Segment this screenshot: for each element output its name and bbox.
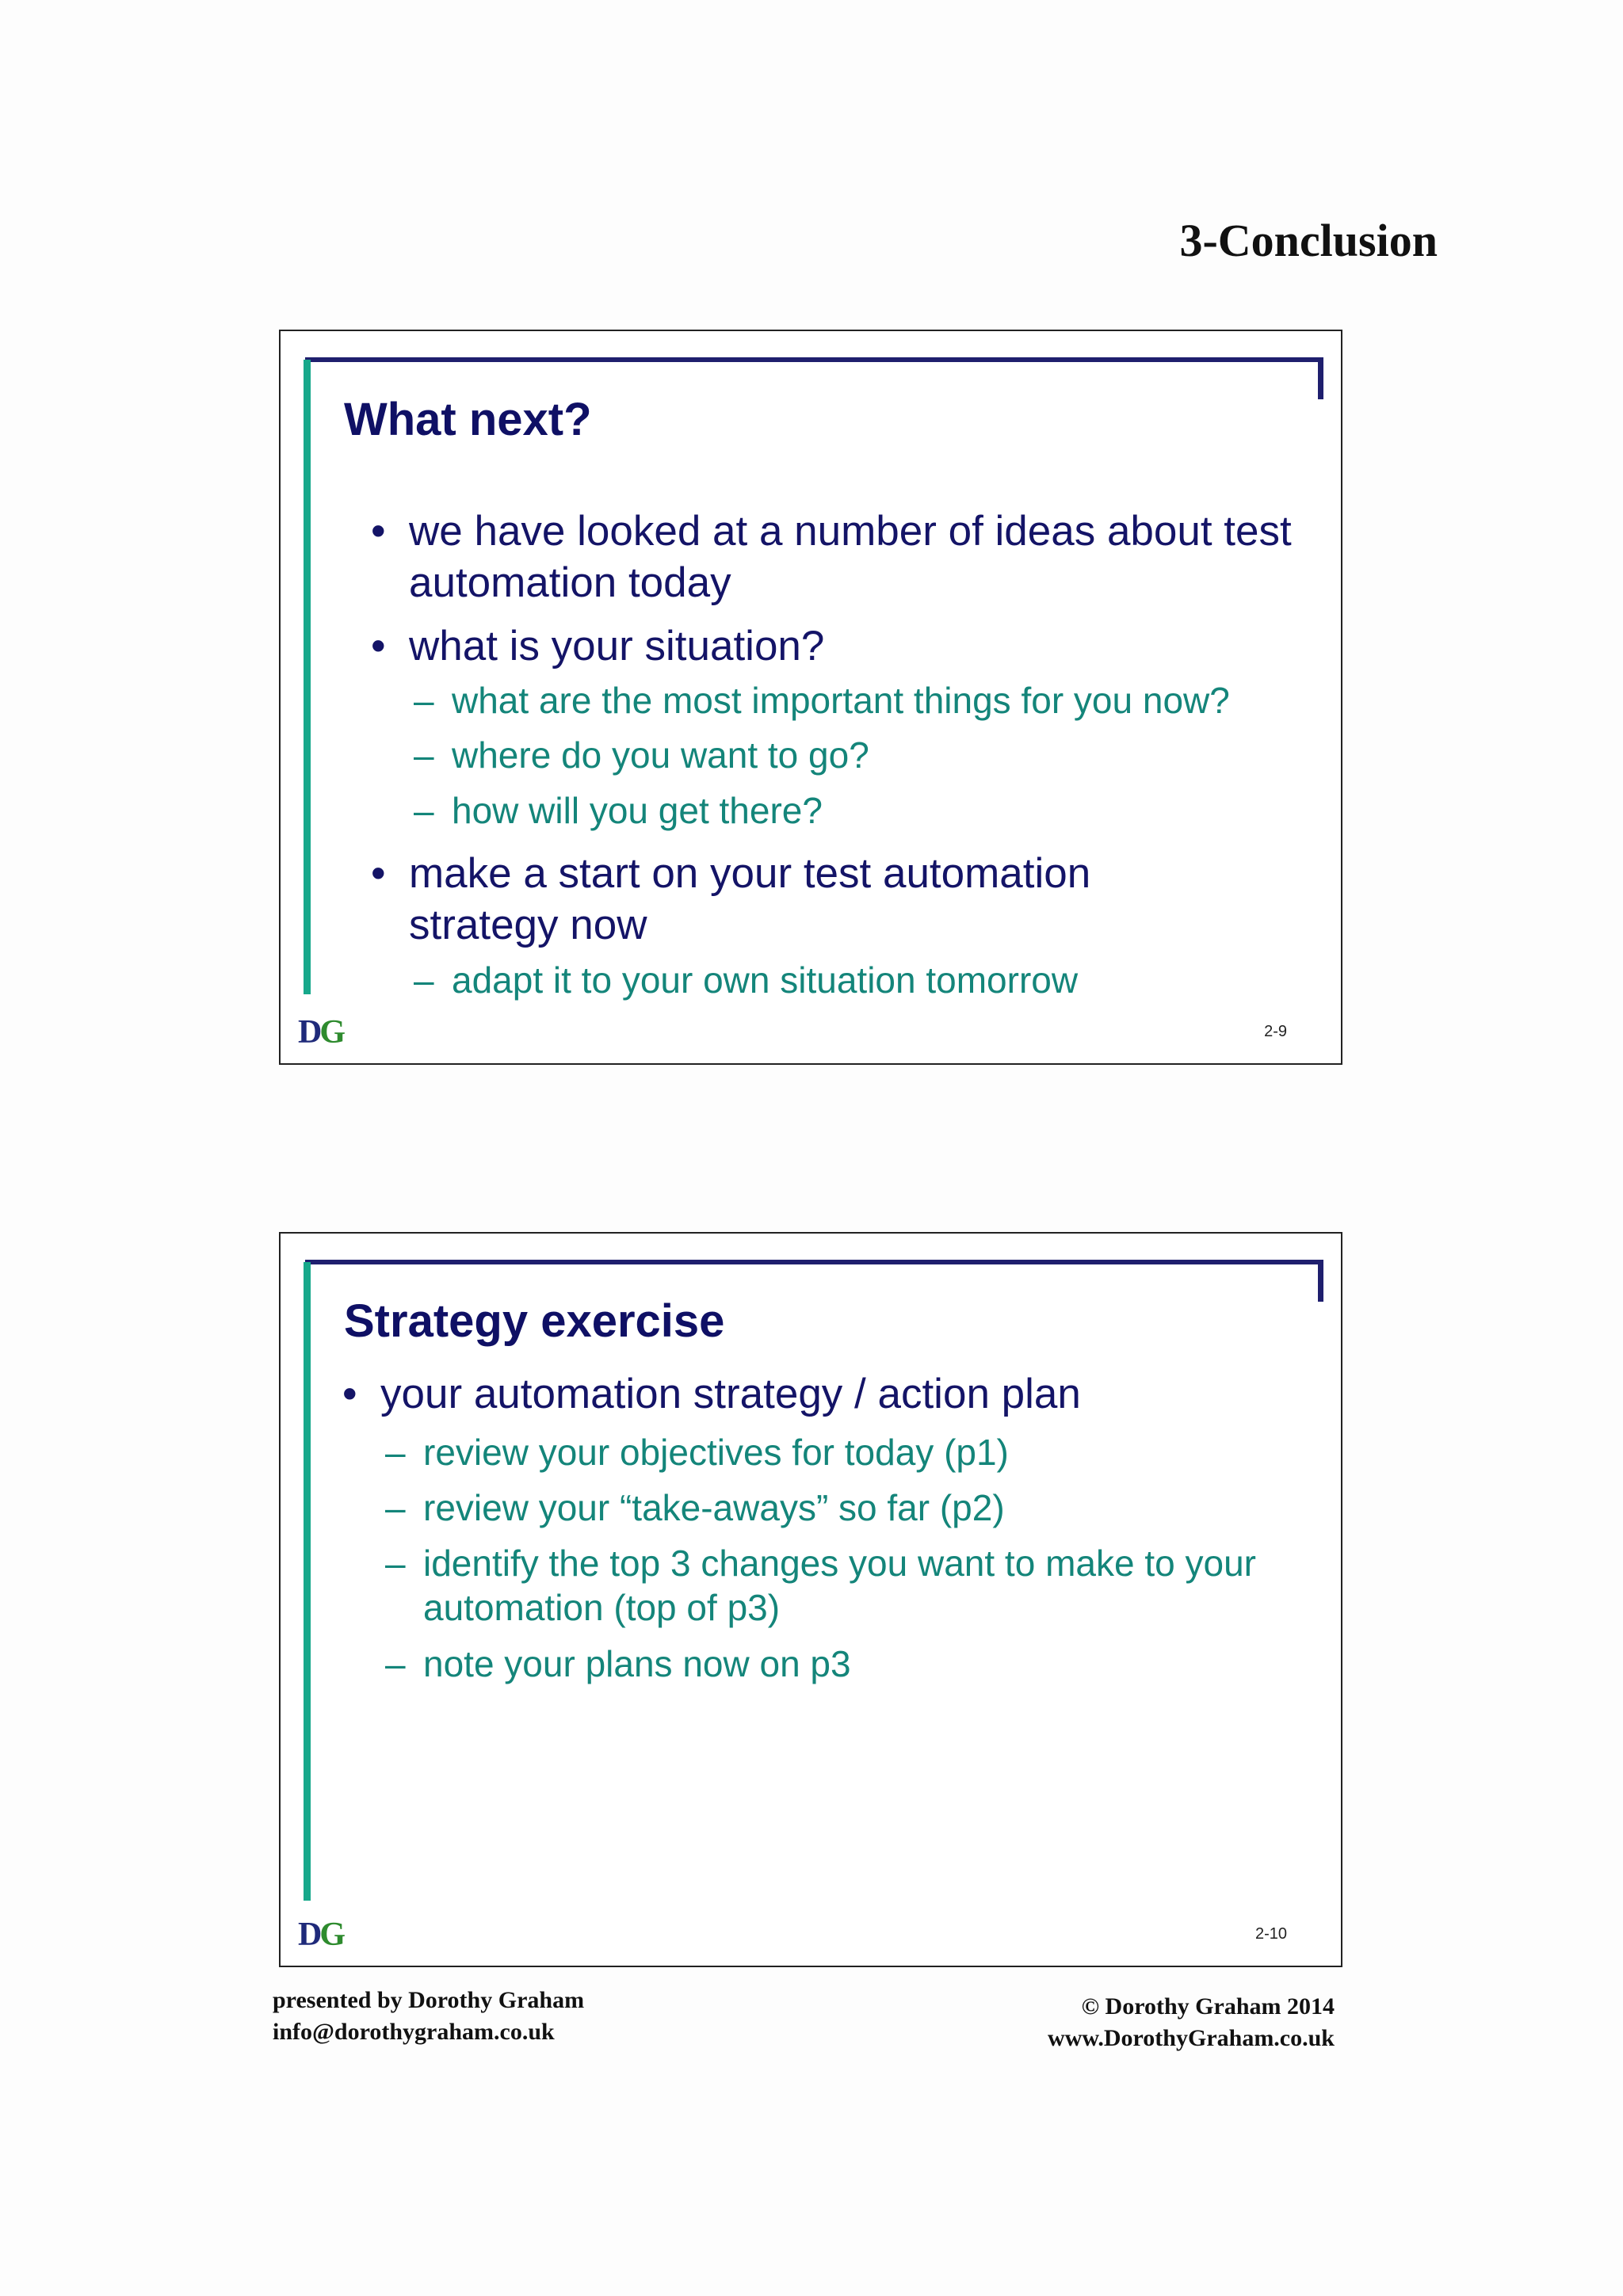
sub-bullet-dash-icon: – [414,680,434,721]
slide-title: Strategy exercise [344,1295,725,1347]
slide-accent-bar [304,360,311,994]
slide-what-next [279,330,1342,1065]
presenter-name: presented by Dorothy Graham [273,1987,585,2013]
bullet-item [342,1368,1081,1420]
slide-number: 2-10 [1254,1925,1287,1943]
website-link: www.DorothyGraham.co.uk [1048,2025,1335,2051]
sub-bullet-dash-icon: – [385,1543,406,1584]
sub-bullet-text: identify the top 3 changes you want to make to your automation (top of p3) [423,1543,1256,1628]
slide-title: What next? [344,394,592,445]
bullet-text: make a start on your test automation strategy now [409,850,1091,948]
slide-top-rule [305,357,1323,362]
dg-logo: DG [298,1014,344,1051]
sub-bullet-item [414,788,823,833]
sub-bullet-dash-icon: – [385,1432,406,1473]
sub-bullet-text: where do you want to go? [452,734,869,776]
bullet-text: we have looked at a number of ideas about test automation today [409,508,1292,606]
slide-accent-bar [304,1262,311,1901]
sub-bullet-item [385,1541,1311,1630]
sub-bullet-item [414,958,1079,1002]
bullet-item [371,848,1201,951]
footer-presenter-block [273,1985,584,2048]
presenter-email: info@dorothygraham.co.uk [273,2019,555,2045]
slide-top-rule [305,1260,1323,1264]
bullet-item [371,505,1312,608]
slide-number: 2-9 [1264,1023,1287,1040]
footer-copyright-block [1048,1991,1335,2054]
sub-bullet-text: review your “take-aways” so far (p2) [423,1487,1005,1528]
sub-bullet-text: review your objectives for today (p1) [423,1432,1009,1473]
sub-bullet-text: adapt it to your own situation tomorrow [452,959,1079,1001]
sub-bullet-item [385,1430,1009,1474]
sub-bullet-dash-icon: – [385,1643,406,1684]
sub-bullet-item [414,678,1230,723]
bullet-item [371,620,1312,672]
sub-bullet-text: how will you get there? [452,790,823,831]
sub-bullet-item [385,1486,1005,1530]
bullet-dot-icon: • [371,508,386,555]
sub-bullet-dash-icon: – [414,790,434,831]
page-title: 3-Conclusion [1179,215,1438,266]
bullet-text: what is your situation? [409,623,825,669]
sub-bullet-dash-icon: – [385,1487,406,1528]
dg-logo: DG [298,1917,344,1953]
bullet-dot-icon: • [342,1371,357,1417]
bullet-dot-icon: • [371,850,386,897]
sub-bullet-text: note your plans now on p3 [423,1643,851,1684]
slide-top-rule-tick [1318,357,1323,399]
sub-bullet-item [385,1642,851,1686]
sub-bullet-item [414,733,869,777]
copyright-text: © Dorothy Graham 2014 [1081,1993,1335,2019]
slide-top-rule-tick [1318,1260,1323,1302]
sub-bullet-text: what are the most important things for you now? [452,680,1230,721]
bullet-dot-icon: • [371,623,386,669]
sub-bullet-dash-icon: – [414,959,434,1001]
bullet-text: your automation strategy / action plan [380,1371,1081,1417]
slide-strategy-exercise [279,1232,1342,1967]
sub-bullet-dash-icon: – [414,734,434,776]
